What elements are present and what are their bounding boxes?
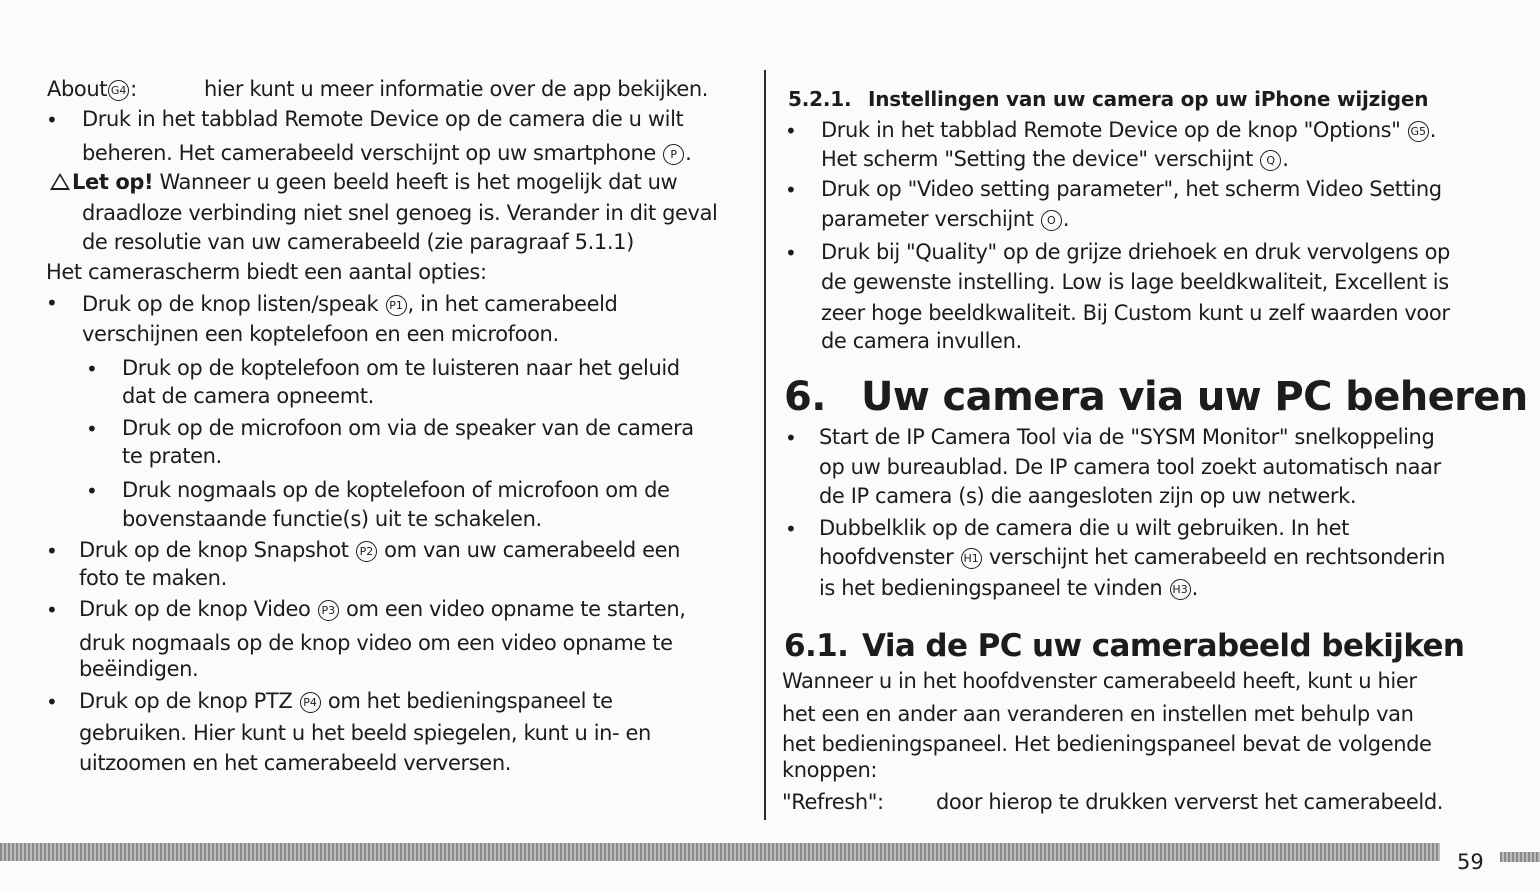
text-line: Druk op de microfoon om via de speaker van de camera <box>122 416 694 440</box>
text-line: gebruiken. Hier kunt u het beeld spiegelen, kunt u in- en <box>79 721 651 745</box>
text-span: hoofdvenster <box>819 545 954 569</box>
text-line <box>821 206 1069 232</box>
heading-number: 6. <box>784 374 826 420</box>
bullet: • <box>46 291 58 315</box>
heading-title: Uw camera via uw PC beheren <box>861 374 1528 420</box>
section-heading-6-1 <box>784 627 1465 665</box>
bullet: • <box>46 108 58 132</box>
text-span: , in het camerabeeld <box>407 292 618 316</box>
footer-bar <box>0 843 1440 861</box>
text-line: uitzoomen en het camerabeeld verversen. <box>79 751 512 775</box>
text-line: Wanneer u in het hoofdvenster camerabeeld heeft, kunt u hier <box>782 669 1417 693</box>
text-line: Dubbelklik op de camera die u wilt gebruiken. In het <box>819 516 1349 540</box>
page-number: 59 <box>1457 850 1484 874</box>
p4-icon: P4 <box>300 692 321 713</box>
text-line <box>82 291 617 317</box>
text-span: . <box>1062 207 1070 231</box>
warning-text: Wanneer u geen beeld heeft is het mogelijk dat uw <box>153 170 678 194</box>
text-line: te praten. <box>122 444 222 468</box>
text-line <box>79 596 686 622</box>
bullet: • <box>86 357 98 381</box>
p-icon: P <box>663 144 684 165</box>
text-line: foto te maken. <box>79 566 227 590</box>
text-line <box>821 117 1436 143</box>
g5-icon: G5 <box>1408 121 1429 142</box>
bullet: • <box>785 517 797 541</box>
text-line: op uw bureaublad. De IP camera tool zoekt automatisch naar <box>819 455 1441 479</box>
text-span: Druk op de knop listen/speak <box>82 292 379 316</box>
section-heading-5-2-1 <box>788 86 1429 112</box>
text-line: Start de IP Camera Tool via de "SYSM Monitor" snelkoppeling <box>819 425 1435 449</box>
text-line: Druk op de koptelefoon om te luisteren naar het geluid <box>122 356 680 380</box>
warning-label: Let op! <box>72 170 154 194</box>
text-line: beëindigen. <box>79 657 199 681</box>
text-span: . <box>685 141 692 165</box>
refresh-label: "Refresh": <box>782 790 884 814</box>
footer-bar-end <box>1500 852 1540 862</box>
text-line <box>819 544 1445 570</box>
text-line <box>79 537 680 563</box>
warning-icon <box>50 173 70 190</box>
text-line: Het camerascherm biedt een aantal opties: <box>46 260 487 284</box>
text-line: Druk bij "Quality" op de grijze driehoek en druk vervolgens op <box>821 240 1450 264</box>
text-span: parameter verschijnt <box>821 207 1034 231</box>
q-icon: Q <box>1260 150 1281 171</box>
text-line: draadloze verbinding niet snel genoeg is. Verander in dit geval <box>82 201 718 225</box>
text-span: Druk op de knop Snapshot <box>79 538 349 562</box>
text-line: bovenstaande functie(s) uit te schakelen. <box>122 507 542 531</box>
section-heading-6 <box>784 374 1528 420</box>
text-span: . <box>1191 576 1198 600</box>
text-line: de IP camera (s) die aangesloten zijn op uw netwerk. <box>819 484 1357 508</box>
text-span: om van uw camerabeeld een <box>377 538 681 562</box>
text-line <box>821 146 1288 172</box>
text-line <box>82 140 691 166</box>
bullet: • <box>46 690 58 714</box>
text-line: Druk op "Video setting parameter", het scherm Video Setting <box>821 177 1442 201</box>
text-line: zeer hoge beeldkwaliteit. Bij Custom kunt u zelf waarden voor <box>821 301 1450 325</box>
column-divider <box>764 70 766 820</box>
text-span: . <box>1282 147 1289 171</box>
bullet: • <box>86 417 98 441</box>
bullet: • <box>46 598 58 622</box>
about-label: About <box>47 77 108 101</box>
text-line <box>819 575 1198 601</box>
text-span: Druk op de knop Video <box>79 597 311 621</box>
text-line: verschijnen een koptelefoon en een microfoon. <box>82 322 559 346</box>
text-span: verschijnt het camerabeeld en rechtsonderin <box>982 545 1446 569</box>
text-line: Druk in het tabblad Remote Device op de camera die u wilt <box>82 107 684 131</box>
text-line <box>79 688 613 714</box>
text-line: het bedieningspaneel. Het bedieningspaneel bevat de volgende <box>782 732 1432 756</box>
o-icon: O <box>1041 210 1062 231</box>
bullet: • <box>785 426 797 450</box>
heading-title: Via de PC uw camerabeeld bekijken <box>862 628 1465 664</box>
heading-number: 5.2.1. <box>788 87 852 111</box>
text-span: om een video opname te starten, <box>339 597 686 621</box>
text-line: de camera invullen. <box>821 329 1022 353</box>
text-line: de gewenste instelling. Low is lage beeldkwaliteit, Excellent is <box>821 270 1449 294</box>
text-line: dat de camera opneemt. <box>122 384 374 408</box>
heading-title: Instellingen van uw camera op uw iPhone wijzigen <box>868 87 1429 111</box>
p2-icon: P2 <box>356 541 377 562</box>
p3-icon: P3 <box>318 600 339 621</box>
about-line <box>47 76 709 102</box>
text-line: de resolutie van uw camerabeeld (zie paragraaf 5.1.1) <box>82 230 634 254</box>
text-line: druk nogmaals op de knop video om een video opname te <box>79 631 673 655</box>
bullet: • <box>785 119 797 143</box>
h1-icon: H1 <box>961 548 982 569</box>
text-span: beheren. Het camerabeeld verschijnt op uw smartphone <box>82 141 656 165</box>
refresh-description: door hierop te drukken ververst het camerabeeld. <box>936 790 1444 814</box>
text-span: Het scherm "Setting the device" verschijnt <box>821 147 1253 171</box>
bullet: • <box>785 241 797 265</box>
text-line: knoppen: <box>782 758 878 782</box>
about-colon: : <box>130 77 137 101</box>
about-text: hier kunt u meer informatie over de app bekijken. <box>204 77 709 101</box>
h3-icon: H3 <box>1170 579 1191 600</box>
text-span: is het bedieningspaneel te vinden <box>819 576 1163 600</box>
bullet: • <box>46 539 58 563</box>
text-span: Druk op de knop PTZ <box>79 689 293 713</box>
bullet: • <box>86 479 98 503</box>
text-span: Druk in het tabblad Remote Device op de knop "Options" <box>821 118 1401 142</box>
text-span: . <box>1429 118 1436 142</box>
text-span: om het bedieningspaneel te <box>321 689 613 713</box>
heading-number: 6.1. <box>784 628 849 664</box>
warning-line <box>50 169 677 195</box>
text-line: het een en ander aan veranderen en instellen met behulp van <box>782 702 1414 726</box>
refresh-line <box>782 789 1444 815</box>
bullet: • <box>785 178 797 202</box>
p1-icon: P1 <box>386 295 407 316</box>
text-line: Druk nogmaals op de koptelefoon of microfoon om de <box>122 478 670 502</box>
g4-icon: G4 <box>108 80 129 101</box>
